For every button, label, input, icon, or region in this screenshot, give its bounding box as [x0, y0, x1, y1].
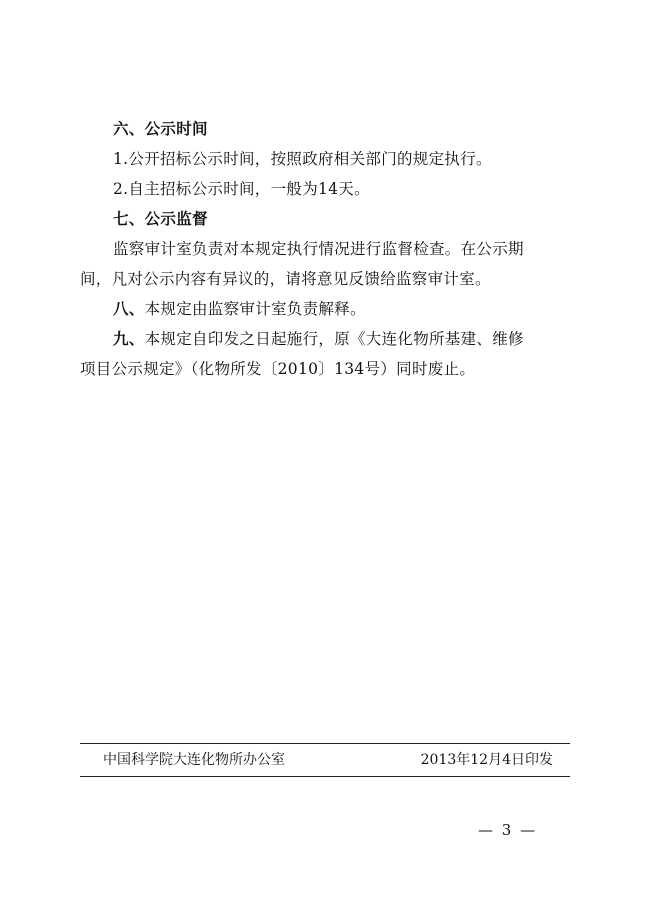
section-lead-eight: 八、 [113, 299, 145, 318]
paragraph-interpretation [80, 294, 570, 324]
interpretation-text: 本规定由监察审计室负责解释。 [144, 300, 366, 318]
document-body [80, 114, 570, 384]
list-item-public-tender-time: 1.公开招标公示时间，按照政府相关部门的规定执行。 [113, 150, 492, 168]
paragraph-effective-line1 [80, 324, 570, 354]
footer-issue-date: 2013年12月4日印发 [420, 752, 553, 768]
page-number: — 3 — [478, 821, 538, 839]
paragraph-supervision-line1: 监察审计室负责对本规定执行情况进行监督检查。在公示期 [113, 240, 524, 258]
paragraph-effective-line2: 项目公示规定》（化物所发〔2010〕134号）同时废止。 [80, 360, 476, 378]
list-item-self-tender-time: 2.自主招标公示时间，一般为14天。 [113, 180, 370, 198]
footer-issuer: 中国科学院大连化物所办公室 [103, 752, 285, 768]
paragraph-supervision-line2: 间，凡对公示内容有异议的，请将意见反馈给监察审计室。 [80, 270, 491, 288]
section-heading-publicity-time: 六、公示时间 [113, 119, 208, 138]
section-heading-publicity-supervision: 七、公示监督 [113, 209, 208, 228]
footer-rule-top [80, 743, 570, 744]
effective-text: 本规定自印发之日起施行，原《大连化物所基建、维修 [144, 330, 524, 348]
section-lead-nine: 九、 [113, 329, 145, 348]
footer-rule-bottom [80, 776, 570, 777]
